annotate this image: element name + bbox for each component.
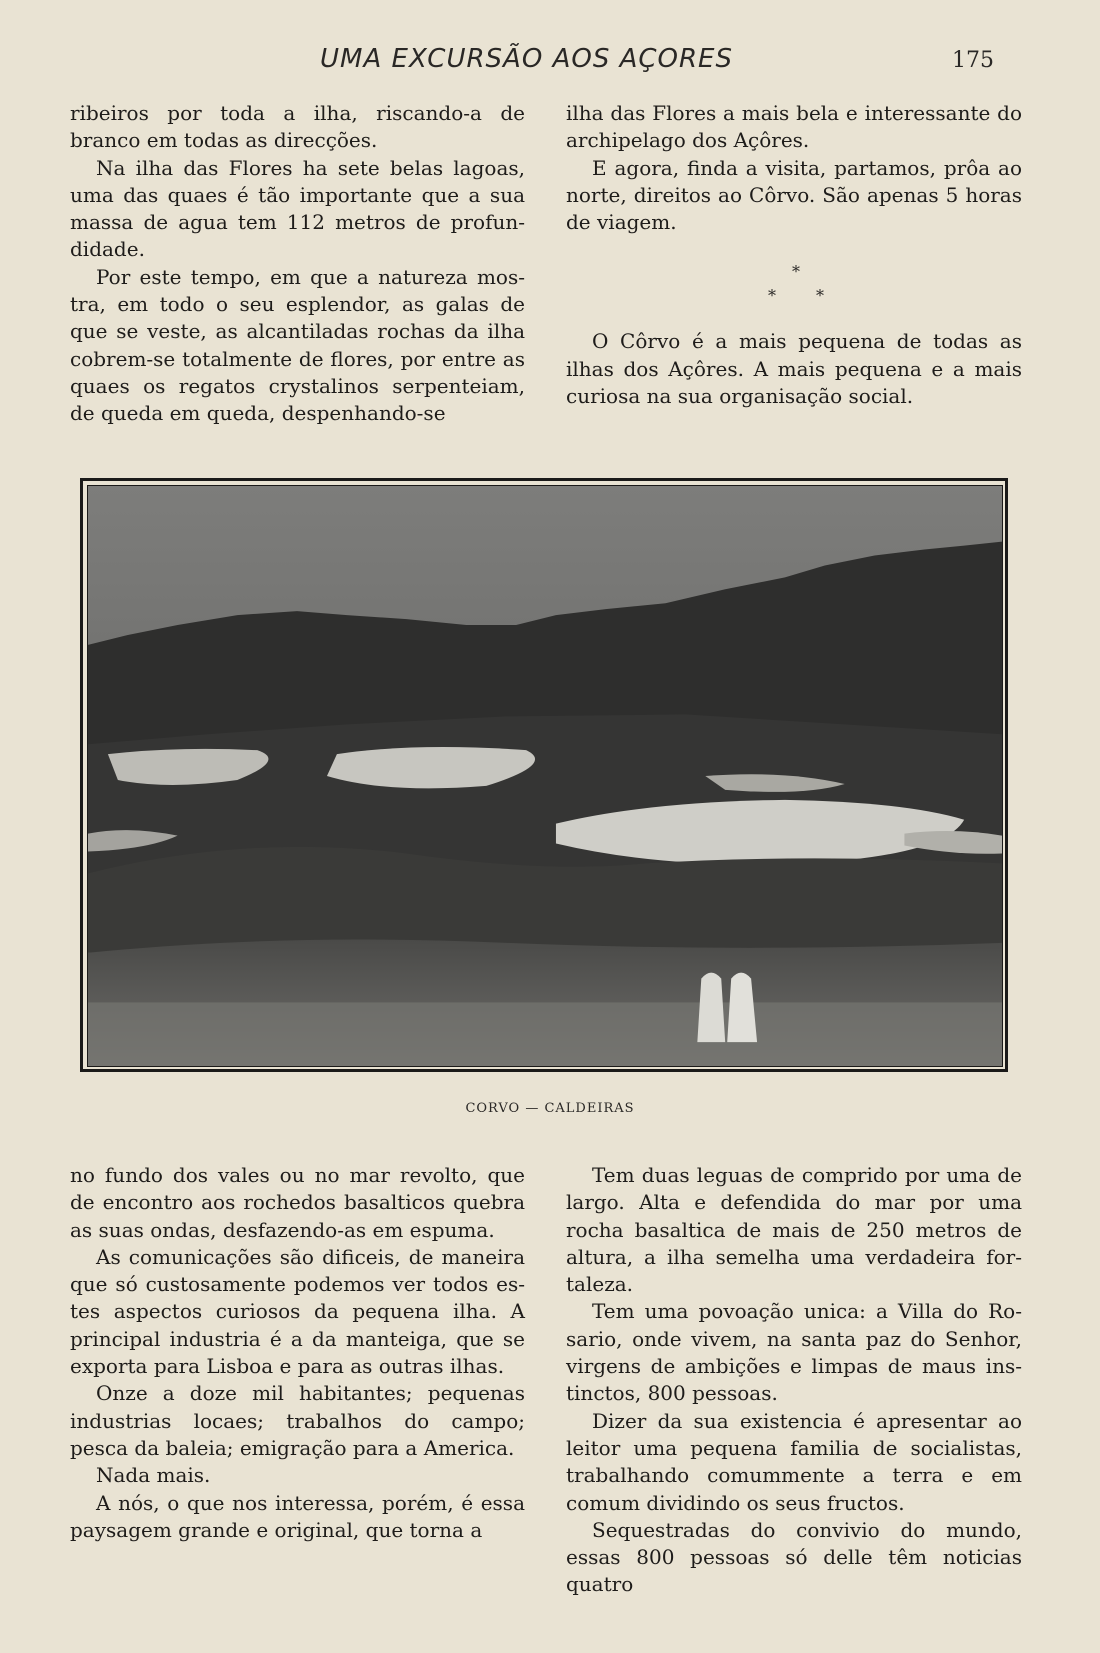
paragraph: ilha das Flores a mais bela e interessante do archipelago dos Açôres.	[566, 101, 1022, 153]
paragraph: A nós, o que nos interessa, porém, é essa paysagem grande e original, que torna a	[70, 1490, 525, 1542]
paragraph: Por este tempo, em que a natureza mostra, em todo o seu esplendor, as galas de que se veste, as alcantiladas rochas da ilha cobrem-se totalmente de flores, por entre as quaes os regatos crystalinos serpenteiam, de queda em queda, despenhando-se	[70, 264, 525, 426]
paragraph: Na ilha das Flores ha sete belas lagoas, uma das quaes é tão importante que a sua massa de agua tem 112 metros de profundidade.	[70, 155, 525, 262]
paragraph: Tem duas leguas de comprido por uma de largo. Alta e defendida do mar por uma rocha basaltica de mais de 250 metros de altura, a ilha semelha uma verdadeira fortaleza.	[566, 1163, 1022, 1297]
section-break-asterism	[760, 262, 840, 308]
paragraph: Dizer da sua existencia é apresentar ao leitor uma pequena familia de socialistas, trabalhando comummente a terra e em comum dividindo os seus fructos.	[566, 1408, 1022, 1515]
photo-figure	[80, 478, 1008, 1072]
paragraph: Sequestradas do convivio do mundo, essas 800 pessoas só delle têm noticias quatro	[566, 1517, 1022, 1597]
figure-caption: CORVO — CALDEIRAS	[465, 1101, 635, 1116]
column-bottom-left	[70, 1162, 525, 1544]
running-head	[0, 44, 1100, 84]
asterisk: *	[816, 286, 824, 305]
paragraph: ribeiros por toda a ilha, riscando-a de branco em todas as direcções.	[70, 101, 525, 153]
paragraph: E agora, finda a visita, partamos, prôa ao norte, direitos ao Côrvo. São apenas 5 horas de viagem.	[566, 155, 1022, 235]
page-number: 175	[952, 48, 994, 73]
paragraph: Onze a doze mil habitantes; pequenas industrias locaes; trabalhos do campo; pesca da baleia; emigração para a America.	[70, 1381, 525, 1460]
column-top-right	[566, 100, 1022, 410]
paragraph: O Côrvo é a mais pequena de todas as ilhas dos Açôres. A mais pequena e a mais curiosa na sua organisação social.	[566, 329, 1022, 409]
column-top-left	[70, 100, 525, 428]
column-bottom-right	[566, 1162, 1022, 1599]
asterisk: *	[768, 286, 776, 305]
asterisk: *	[792, 262, 800, 281]
running-title: UMA EXCURSÃO AOS AÇORES	[320, 44, 733, 74]
paragraph: As comunicações são dificeis, de maneira que só custosamente podemos ver todos estes aspectos curiosos da pequena ilha. A principal industria é a da manteiga, que se exporta para Lisboa e para as outras ilhas.	[70, 1244, 525, 1379]
paragraph: no fundo dos vales ou no mar revolto, que de encontro aos rochedos basalticos quebra as suas ondas, desfazendo-as em espuma.	[70, 1163, 525, 1242]
photo-corvo-caldeiras	[87, 485, 1003, 1067]
paragraph: Nada mais.	[96, 1463, 211, 1488]
paragraph: Tem uma povoação unica: a Villa do Rosario, onde vivem, na santa paz do Senhor, virgens de ambições e limpas de maus instinctos, 800 pessoas.	[566, 1299, 1022, 1406]
landscape-photo-illustration	[88, 486, 1002, 1066]
